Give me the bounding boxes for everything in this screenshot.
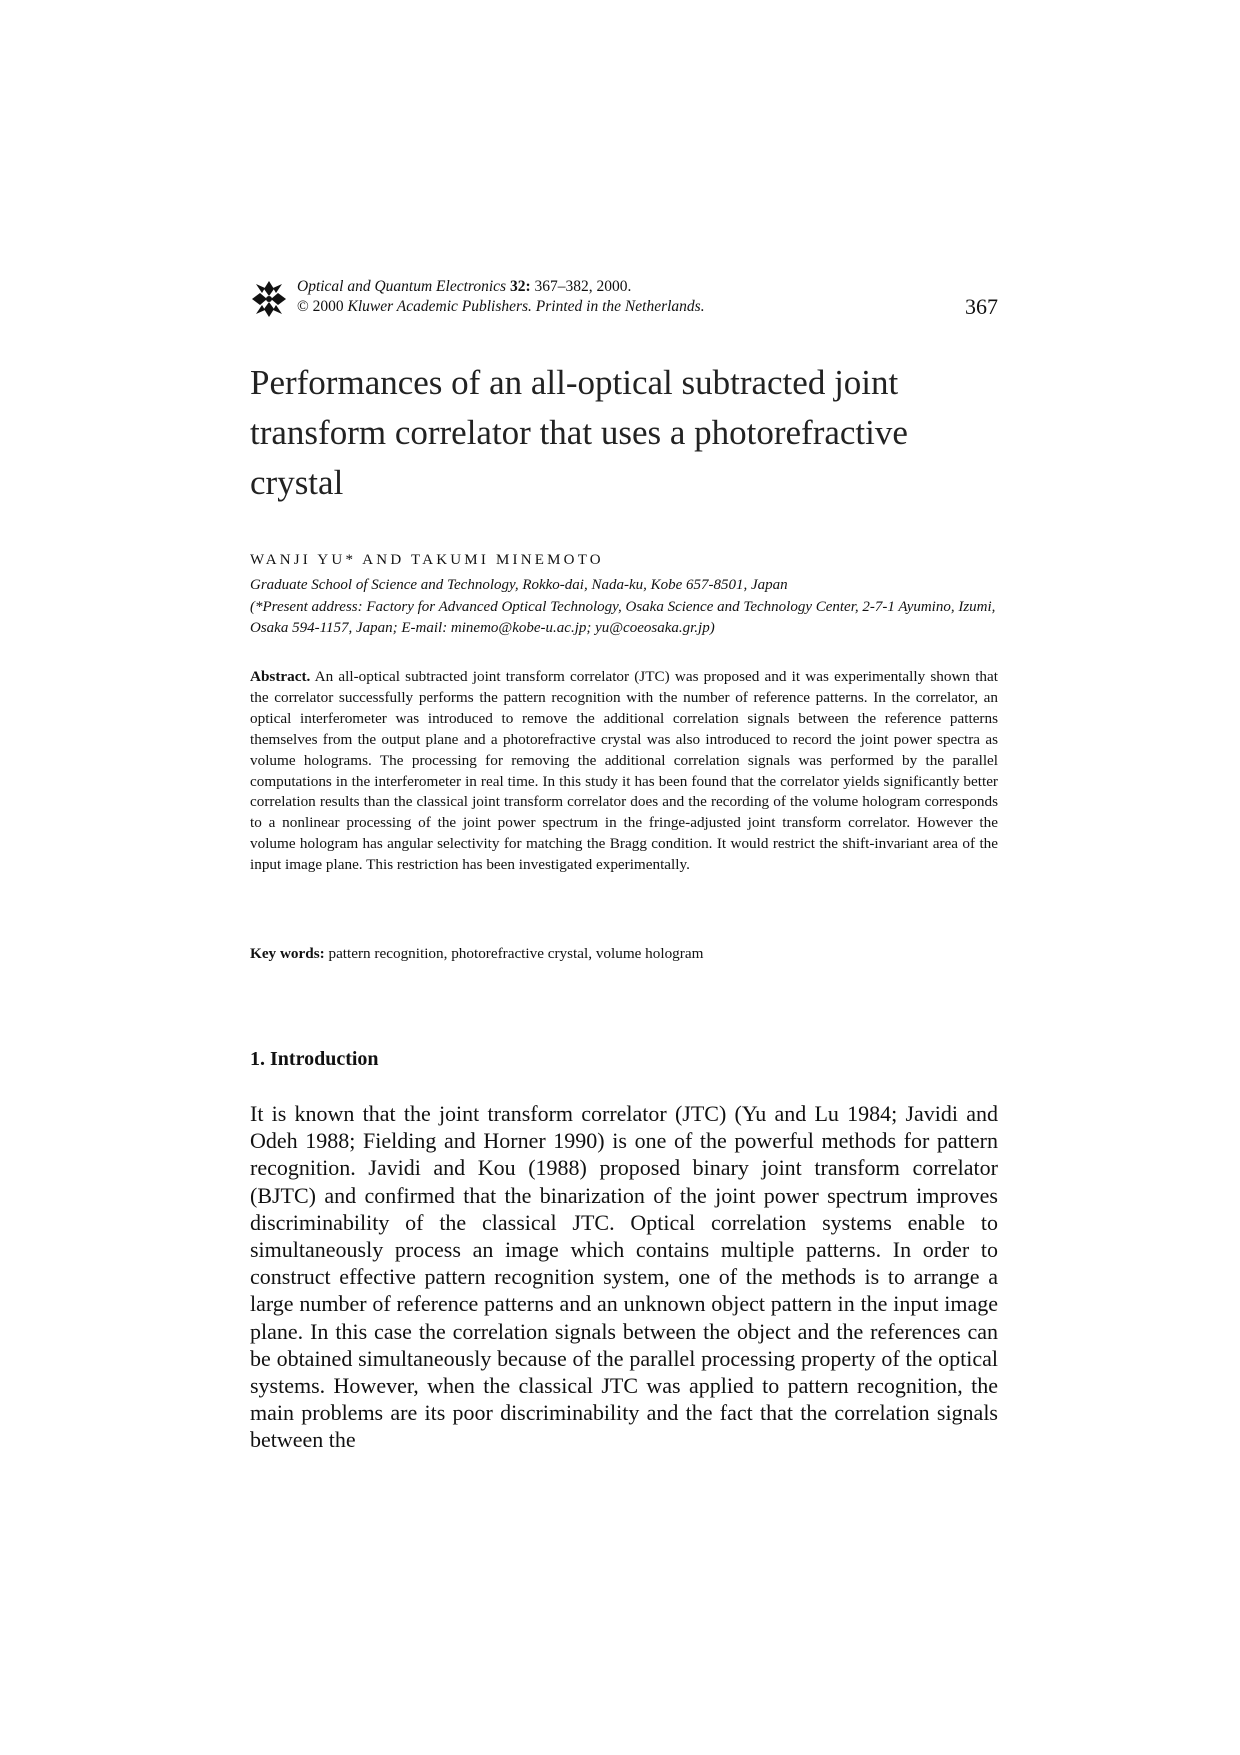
publisher-logo-icon [250,279,288,319]
abstract-label: Abstract. [250,668,311,685]
journal-citation [297,277,705,317]
author-list: WANJI YU* AND TAKUMI MINEMOTO [250,552,604,568]
introduction-paragraph: It is known that the joint transform correlator (JTC) (Yu and Lu 1984; Javidi and Odeh 1988; Fielding and Horner 1990) is one of the powerful methods for pattern recognition. Javidi and Kou (1988) proposed binary joint transform correlator (BJTC) and confirmed that the binarization of the joint power spectrum improves discriminability of the classical JTC. Optical correlation systems enable to simultaneously process an image which contains multiple patterns. In order to construct effective pattern recognition system, one of the methods is to arrange a large number of reference patterns and an unknown object pattern in the input image plane. In this case the correlation signals between the object and the references can be obtained simultaneously because of the parallel processing property of the optical systems. However, when the classical JTC was applied to pattern recognition, the main problems are its poor discriminability and the fact that the correlation signals between the [250,1101,998,1453]
abstract [250,667,998,876]
abstract-text: An all-optical subtracted joint transform correlator (JTC) was proposed and it was experimentally shown that the correlator successfully performs the pattern recognition with the number of reference patterns. In the correlator, an optical interferometer was introduced to remove the additional correlation signals between the reference patterns themselves from the output plane and a photorefractive crystal was also introduced to record the joint power spectra as volume holograms. The processing for removing the additional correlation signals was performed by the parallel computations in the interferometer in real time. In this study it has been found that the correlator yields significantly better correlation results than the classical joint transform correlator does and the recording of the volume hologram corresponds to a nonlinear processing of the joint power spectrum in the fringe-adjusted joint transform correlator. However the volume hologram has angular selectivity for matching the Bragg condition. It would restrict the shift-invariant area of the input image plane. This restriction has been investigated experimentally. [250,668,998,874]
journal-name: Optical and Quantum Electronics [297,278,507,295]
publisher-note: Kluwer Academic Publishers. Printed in the Netherlands. [347,298,705,315]
keywords-text: pattern recognition, photorefractive crystal, volume hologram [328,945,704,962]
keywords-label: Key words: [250,945,325,962]
affiliation-primary: Graduate School of Science and Technology, Rokko-dai, Nada-ku, Kobe 657-8501, Japan [250,577,788,593]
copyright-year: 2000 [312,298,344,315]
copyright-mark: © [297,298,309,315]
section-heading: 1. Introduction [250,1048,379,1070]
affiliation-present-address: (*Present address: Factory for Advanced Optical Technology, Osaka Science and Technology Center, 2-7-1 Ayumino, Izumi, Osaka 594-1157, Japan; E-mail: minemo@kobe-u.ac.jp; yu@coeosaka.gr.jp) [250,598,996,636]
article-title: Performances of an all-optical subtracted joint transform correlator that uses a photorefractive crystal [250,363,908,502]
affiliation-block [250,575,998,640]
keywords [250,945,998,963]
page-number: 367 [965,294,998,319]
journal-header [250,277,998,333]
journal-pages-year: 367–382, 2000. [534,278,632,295]
journal-volume: 32: [509,278,531,295]
